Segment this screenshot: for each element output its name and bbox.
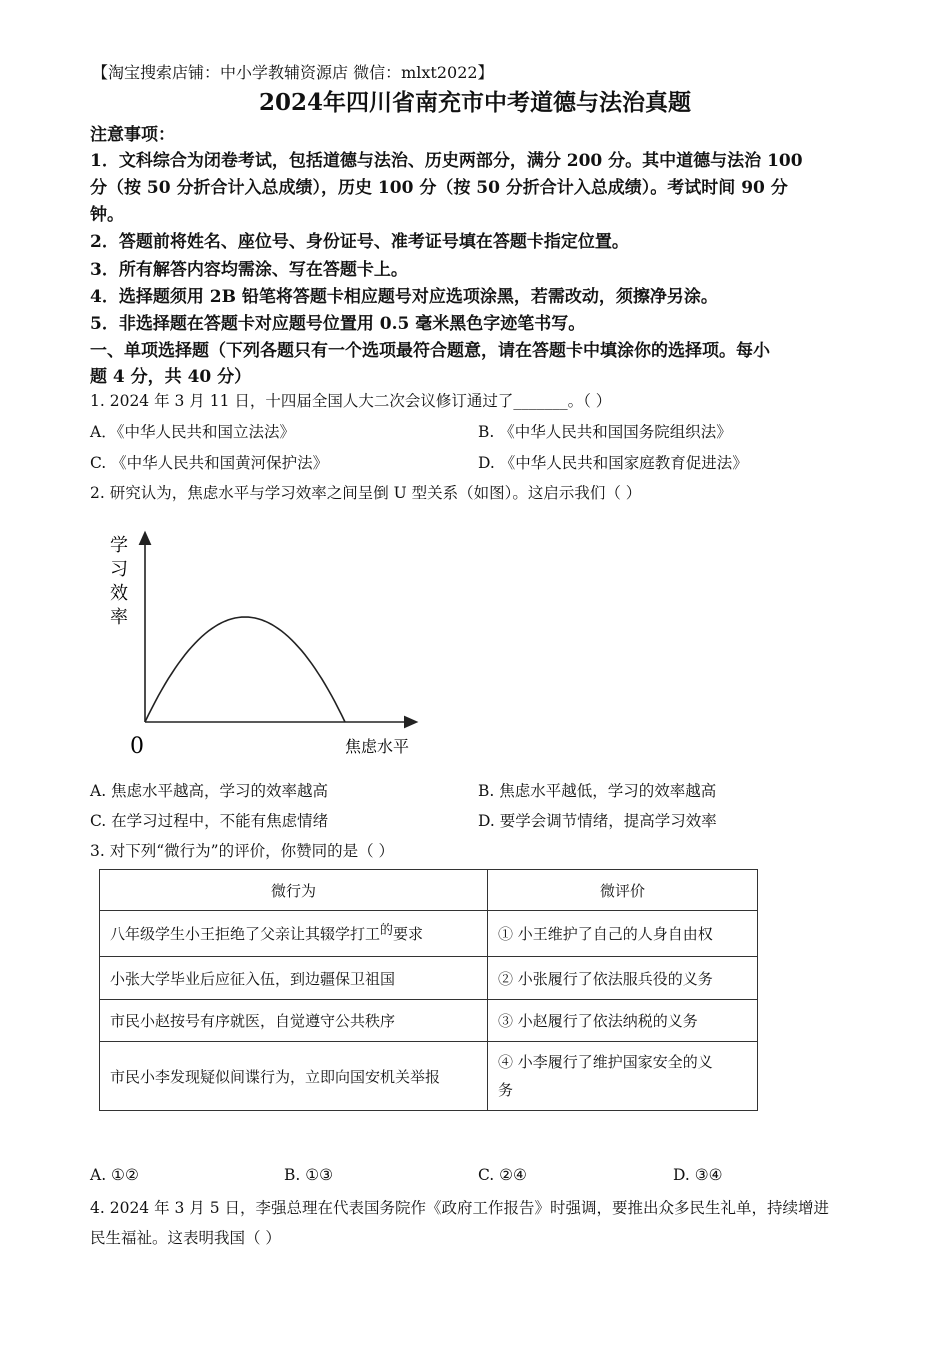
header-ad: 【淘宝搜索店铺：中小学教辅资源店 微信：mlxt2022】 <box>92 63 494 82</box>
notice-line-7: 5．非选择题在答题卡对应题号位置用 0.5 毫米黑色字迹笔书写。 <box>90 314 586 334</box>
q3-option-d: D. ③④ <box>673 1166 723 1184</box>
table-cell-evaluation: ② 小张履行了依法服兵役的义务 <box>488 957 758 1000</box>
table-row <box>100 1042 758 1111</box>
q1-option-d: D. 《中华人民共和国家庭教育促进法》 <box>478 454 748 472</box>
q4-line-1: 4. 2024 年 3 月 5 日，李强总理在代表国务院作《政府工作报告》时强调，要推出众多民生礼单，持续增进 <box>90 1199 830 1217</box>
notice-line-6: 4．选择题须用 2B 铅笔将答题卡相应题号对应选项涂黑，若需改动，须擦净另涂。 <box>90 287 718 307</box>
inverted-u-curve <box>145 617 345 722</box>
notice-line-4: 2．答题前将姓名、座位号、身份证号、准考证号填在答题卡指定位置。 <box>90 232 629 252</box>
y-axis-label-char: 学 <box>110 535 128 556</box>
q1-option-b: B. 《中华人民共和国国务院组织法》 <box>478 423 732 441</box>
q1-stem: 1. 2024 年 3 月 11 日，十四届全国人大二次会议修订通过了_______。（ ） <box>90 392 612 410</box>
table-header: 微行为 <box>100 870 488 911</box>
table-row <box>100 957 758 1000</box>
y-axis-label-char: 效 <box>110 583 128 604</box>
table-cell-behavior: 小张大学毕业后应征入伍，到边疆保卫祖国 <box>100 957 488 1000</box>
origin-label: 0 <box>130 734 144 759</box>
notice-line-5: 3．所有解答内容均需涂、写在答题卡上。 <box>90 260 408 280</box>
section-heading-line-2: 题 4 分，共 40 分） <box>90 367 252 387</box>
table-cell-evaluation: ① 小王维护了自己的人身自由权 <box>488 911 758 957</box>
y-axis-label-char: 率 <box>110 607 128 628</box>
micro-behavior-table <box>99 869 758 1111</box>
table-header: 微评价 <box>488 870 758 911</box>
q3-option-a: A. ①② <box>90 1166 139 1184</box>
q3-stem: 3. 对下列“微行为”的评价，你赞同的是（ ） <box>90 842 394 860</box>
section-heading-line-1: 一、单项选择题（下列各题只有一个选项最符合题意，请在答题卡中填涂你的选择项。每小 <box>90 341 770 361</box>
table-row <box>100 1000 758 1042</box>
table-row <box>100 911 758 957</box>
q3-option-c: C. ②④ <box>478 1166 527 1184</box>
notice-line-1: 1．文科综合为闭卷考试，包括道德与法治、历史两部分，满分 200 分。其中道德与法治 100 <box>90 151 803 171</box>
notice-heading: 注意事项： <box>90 125 175 145</box>
table-cell-behavior: 市民小赵按号有序就医，自觉遵守公共秩序 <box>100 1000 488 1042</box>
q4-line-2: 民生福祉。这表明我国（ ） <box>90 1229 281 1247</box>
anxiety-efficiency-chart <box>100 525 430 765</box>
notice-line-2: 分（按 50 分折合计入总成绩），历史 100 分（按 50 分折合计入总成绩）。考试时间 90 分 <box>90 178 788 198</box>
q2-stem: 2. 研究认为，焦虑水平与学习效率之间呈倒 U 型关系（如图）。这启示我们（ ） <box>90 484 642 502</box>
x-axis-label: 焦虑水平 <box>345 737 410 756</box>
table-cell-evaluation: ④ 小李履行了维护国家安全的义 务 <box>488 1042 758 1111</box>
table-cell-evaluation: ③ 小赵履行了依法纳税的义务 <box>488 1000 758 1042</box>
y-axis-label-char: 习 <box>110 559 128 580</box>
table-cell-behavior: 市民小李发现疑似间谍行为，立即向国安机关举报 <box>100 1042 488 1111</box>
q2-option-a: A. 焦虑水平越高，学习的效率越高 <box>90 782 329 800</box>
y-axis-label <box>110 535 128 628</box>
q1-option-c: C. 《中华人民共和国黄河保护法》 <box>90 454 329 472</box>
q2-option-d: D. 要学会调节情绪，提高学习效率 <box>478 812 717 830</box>
page-title: 2024年四川省南充市中考道德与法治真题 <box>258 89 691 116</box>
table-header-row <box>100 870 758 911</box>
q3-option-b: B. ①③ <box>284 1166 334 1184</box>
notice-line-3: 钟。 <box>90 205 124 225</box>
q1-option-a: A．《中华人民共和国立法法》 <box>90 423 295 441</box>
q2-option-b: B. 焦虑水平越低，学习的效率越高 <box>478 782 717 800</box>
table-cell-behavior: 八年级学生小王拒绝了父亲让其辍学打工的要求 <box>100 911 488 957</box>
q2-option-c: C. 在学习过程中，不能有焦虑情绪 <box>90 812 329 830</box>
